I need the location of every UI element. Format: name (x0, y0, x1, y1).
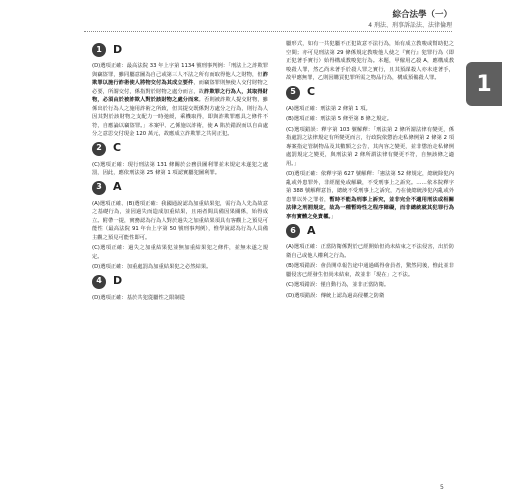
chapter-tab: 1 (466, 62, 502, 106)
page-header-title: 綜合法學（一） (392, 10, 452, 20)
explanation-paragraph (286, 262, 454, 279)
header-divider (84, 31, 452, 32)
body-text: (B)選項正確：刑法第 5 條至第 8 條之規定。 (286, 116, 392, 122)
question-number-badge: 1 (92, 43, 106, 57)
explanation-paragraph (92, 62, 268, 139)
page-number: 5 (440, 484, 444, 491)
body-text: 。否則被詐欺人提交財物，雖係出於行為人之施用詐術之所致，但其提交既係對方處分之行為，則行為人因其對於該財物之支配力一時弛緩，乘機取得，即與詐欺罪應具之條件不符，自應論以竊盜罪。」本案甲、乙係施以詐術，使 A 陷於錯誤而以自由處分之意思交付現金 120 萬元，故應成立詐欺罪之共同正犯。 (92, 97, 268, 137)
body-text: (C)選項錯誤：僅自動行為，並非正當防衛。 (286, 282, 390, 288)
answer-letter: D (113, 42, 123, 56)
answer-letter: C (307, 85, 316, 99)
question-number-badge: 4 (92, 275, 106, 289)
explanation-paragraph (92, 244, 268, 261)
answer-letter: C (113, 141, 122, 155)
explanation-paragraph (286, 243, 454, 260)
body-text: 」 (331, 213, 337, 220)
left-column (92, 40, 268, 304)
body-text: 屬形式，如有一共犯屬不正犯故意不法行為，始有成立教唆或幫助犯之空間；亦可見刑法第 29 條係規定教唆他人使之『實行』犯罪行為（即正犯著手實行）始得構成教唆犯行為。本題，甲僱用乙殺 A，應構成教唆殺人罪，然乙尚未著手於殺人罪之實行，且其預謀殺人亦未達著手，故甲應無罪，乙則因購買犯罪所需之物品行為，構成預備殺人罪。 (286, 41, 454, 81)
explanation-paragraph (92, 263, 268, 272)
body-text: (D)選項正確：基於共犯從屬性之限制從 (92, 294, 185, 301)
question-number-badge: 3 (92, 181, 106, 195)
explanation-paragraph (286, 105, 454, 114)
emphasized-text: 暫時不能為刑事上訴究，並非完全不適用刑法或相關法律之刑罰規定，故為一種暫時性之程序障礙，而非總統就其犯罪行為享有實體之免責權。 (286, 196, 454, 220)
body-text: (D)選項正確：最高法院 33 年上字第 1134 號刑事判例：「刑法上之詐欺罪與竊盜罪，雖同屬意圖為自己或第三人不法之所有而取得他人之財物，但 (92, 63, 268, 78)
answer-heading (286, 224, 454, 238)
question-number-badge: 2 (92, 142, 106, 156)
explanation-paragraph (286, 40, 454, 83)
body-text: (A)選項正確：正當防衛係對於已經開始但尚未結束之不法侵害，出於防衛自己或他人權利之行為。 (286, 244, 454, 259)
explanation-paragraph (92, 294, 268, 303)
body-text: ，而竊盜罪則無使人交付財物之必要，所謂交付，係指對於財物之處分而言，故 (92, 80, 268, 95)
question-number-badge: 6 (286, 224, 300, 238)
answer-heading (92, 142, 268, 156)
explanation-paragraph (286, 170, 454, 221)
answer-heading (92, 275, 268, 289)
body-text: (D)選項正確：加重處罰為加重結果犯之必然結果。 (92, 264, 212, 270)
explanation-paragraph (286, 115, 454, 124)
answer-heading (92, 43, 268, 57)
answer-letter: D (113, 274, 123, 288)
body-text: (C)選項正確：現行刑法第 131 條關於公務員圖利罪並未規定未遂犯之處罰，因此，應依刑法第 25 條第 1 項認實屬犯圖利罪。 (92, 161, 268, 176)
body-text: (C)選項正確：過失之加重結果犯並無加重結果犯之條件，並無未遂之規定。 (92, 245, 268, 260)
answer-letter: A (307, 223, 316, 237)
right-column (286, 40, 454, 302)
page-header-subtitle: 4 刑法、刑事訴訟法、法律倫理 (368, 22, 452, 29)
explanation-paragraph (286, 281, 454, 290)
body-text: (B)選項錯誤：會員開卓報告途中通過碼得會員者，驚然同後，惟此並非屬侵害已經發生但尚未結束，故並非「現在」之不法。 (286, 263, 454, 278)
explanation-paragraph (92, 200, 268, 243)
question-number-badge: 5 (286, 86, 300, 100)
emphasized-text: 詐欺罪之行為人，其取得財物，必須由於被詐欺人對於該財物之處分而來 (92, 88, 268, 103)
emphasized-text: 詐欺罪以施行詐術使人將物交付為其成立要件 (92, 71, 268, 86)
body-text: (D)選項錯誤：傳統上認為過高侵權之防衛 (286, 292, 385, 299)
answer-heading (286, 86, 454, 100)
answer-heading (92, 181, 268, 195)
explanation-paragraph (286, 126, 454, 169)
explanation-paragraph (92, 161, 268, 178)
explanation-paragraph (286, 292, 454, 301)
body-text: (A)選項正確：刑法第 2 條第 1 項。 (286, 105, 371, 112)
answer-letter: A (113, 180, 122, 194)
body-text: (A)選項正確、(B)選項正確：我國通說認為加重結果犯，需行為人先為故意之基礎行為，並因過失而造成加重結果，且兩者間具備因果關係，始得成立。附帶一提，實務認為行為人對於過失之加重結果須具有客觀上之預見可能性（最高法院 91 年台上字第 50 號刑事判例），惟學說認為行為人具備主觀之預見可能性即可。 (92, 200, 268, 241)
body-text: (C)選項錯誤：釋字第 103 號解釋：「刑法第 2 條所謂法律有變更，係指處罰之法律規定有所變更而言，行政院依懲治走私條例第 2 條第 2 項專案指定管制物品及其數額之公告，其內容之變更，並非懲治走私條例處罰規定之變更，與刑法第 2 條所謂法律有變更不符，自無該條之適用。」 (286, 126, 454, 167)
body-text: (D)選項正確：依釋字第 627 號解釋：「憲法第 52 條規定，總統除犯內亂或外患罪外，非經罷免或解職，不受刑事上之訴究。……依本院釋字第 388 號解釋意旨，總統不受刑事上之訴究，乃在使總統涉犯內亂或外患罪以外之罪者， (286, 171, 454, 203)
